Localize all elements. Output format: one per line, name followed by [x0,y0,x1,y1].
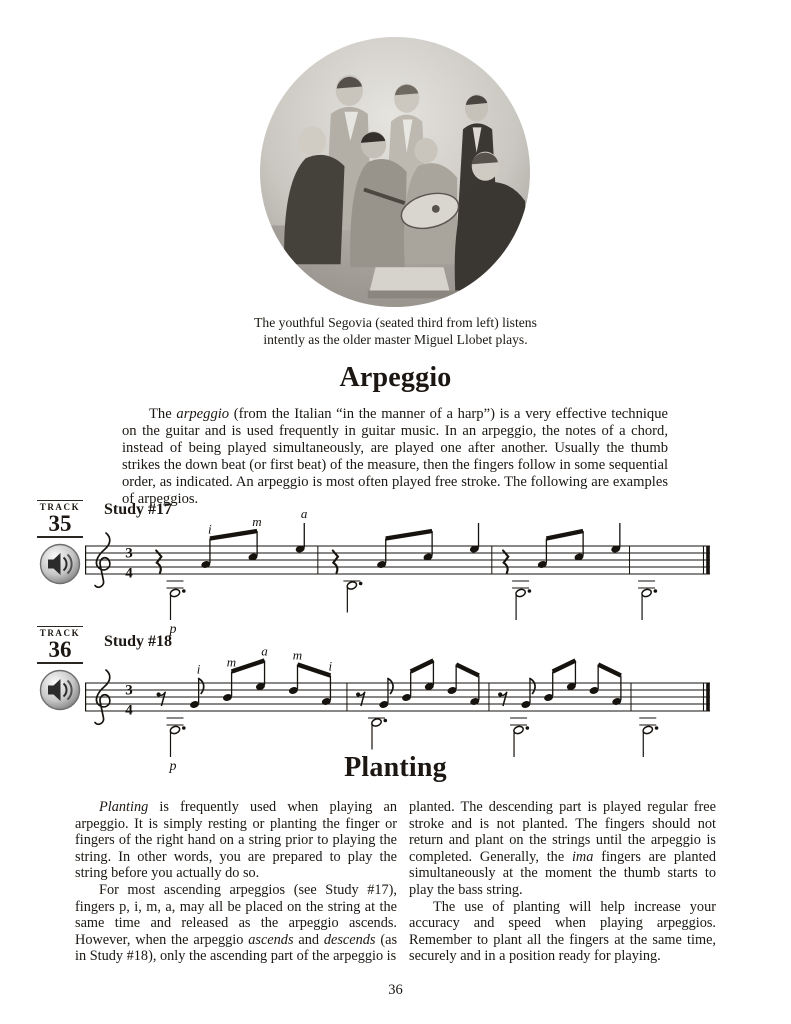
study-18-title: Study #18 [104,633,173,650]
svg-text:m: m [252,514,262,529]
svg-text:i: i [208,521,212,537]
arpeggio-heading: Arpeggio [339,362,452,393]
arpeggio-intro-paragraph [122,406,668,507]
descends-italic: descends [323,931,376,948]
svg-text:4: 4 [125,565,133,582]
svg-text:p: p [169,622,177,637]
planting-left-paragraph-2 [75,882,397,965]
ascends-italic: ascends [248,931,294,948]
planting-left-p2-pre: For most ascending arpeggios (see Study #17), fingers p, i, m, a, may all be placed on the string at the same time and released as the arpeggio ascends. However, when the arpeggio [75,881,397,948]
planting-left-p2-post: (as in Study #18), only the ascending part of the arpeggio is [75,931,398,965]
planting-right-p1-pre: planted. The descending part is played regular free stroke and is not planted. The fingers should not return and plant on the strings until the arpeggio is completed. Generally, the [409,799,716,865]
planting-left-column [75,799,397,965]
photo-illustration [259,36,531,308]
track-36-badge [31,626,89,716]
photo-caption [0,314,791,348]
svg-text:m: m [226,654,237,670]
photo-caption-line2: intently as the older master Miguel Llobet plays. [263,332,528,347]
study-17-title: Study #17 [104,501,173,518]
planting-right-paragraph-1 [409,799,716,899]
photo-caption-line1: The youthful Segovia (seated third from left) listens [254,315,537,330]
track-36-number: 36 [37,638,83,664]
planting-italic-term: Planting [99,799,149,815]
planting-left-p1-text: is frequently used when playing an arpeggio. It is simply resting or planting the finger or fingers of the right hand on a string prior to playing the string. In other words, you are prepared to play the string before you actually do so. [75,799,397,882]
intro-italic-term: arpeggio [176,406,230,422]
planting-right-column [409,799,716,965]
planting-heading: Planting [344,752,447,783]
track-36-label: TRACK [37,626,83,638]
intro-pre: The [149,406,177,422]
group-photo-segovia-llobet [259,36,531,308]
planting-right-paragraph-2: The use of planting will help increase your accuracy and speed when playing arpeggios. Remember to plant all the fingers at the same time, securely and in a position ready for playing. [409,898,716,965]
svg-text:m: m [292,647,303,663]
planting-right-p1-post: fingers are planted simultaneously at the moment the thumb starts to play the bass string. [409,848,716,898]
svg-text:i: i [328,658,333,674]
svg-text:a: a [300,506,308,521]
ima-italic: ima [571,848,594,865]
planting-left-paragraph-1 [75,799,397,882]
svg-text:4: 4 [125,702,133,719]
svg-text:i: i [196,661,201,677]
track-35-label: TRACK [37,500,83,512]
planting-left-p2-mid: and [293,931,324,948]
svg-text:3: 3 [125,682,133,699]
track-35-number: 35 [37,512,83,538]
intro-post: (from the Italian “in the manner of a harp”) is a very effective technique on the guitar and is used frequently in guitar music. In an arpeggio, the notes of a chord, instead of being played simultaneously, are played one after another. Usually the thumb strikes the down beat (or first beat) of the measure, then the fingers follow in some sequential order, as indicated. An arpeggio is most often played free stroke. The following are examples of arpeggios. [122,406,669,507]
track-35-badge [31,500,89,590]
page-number: 36 [388,982,403,998]
speaker-icon [39,669,81,711]
svg-text:p: p [169,759,177,774]
speaker-icon [39,543,81,585]
svg-text:a: a [261,643,268,659]
svg-text:3: 3 [125,545,133,562]
